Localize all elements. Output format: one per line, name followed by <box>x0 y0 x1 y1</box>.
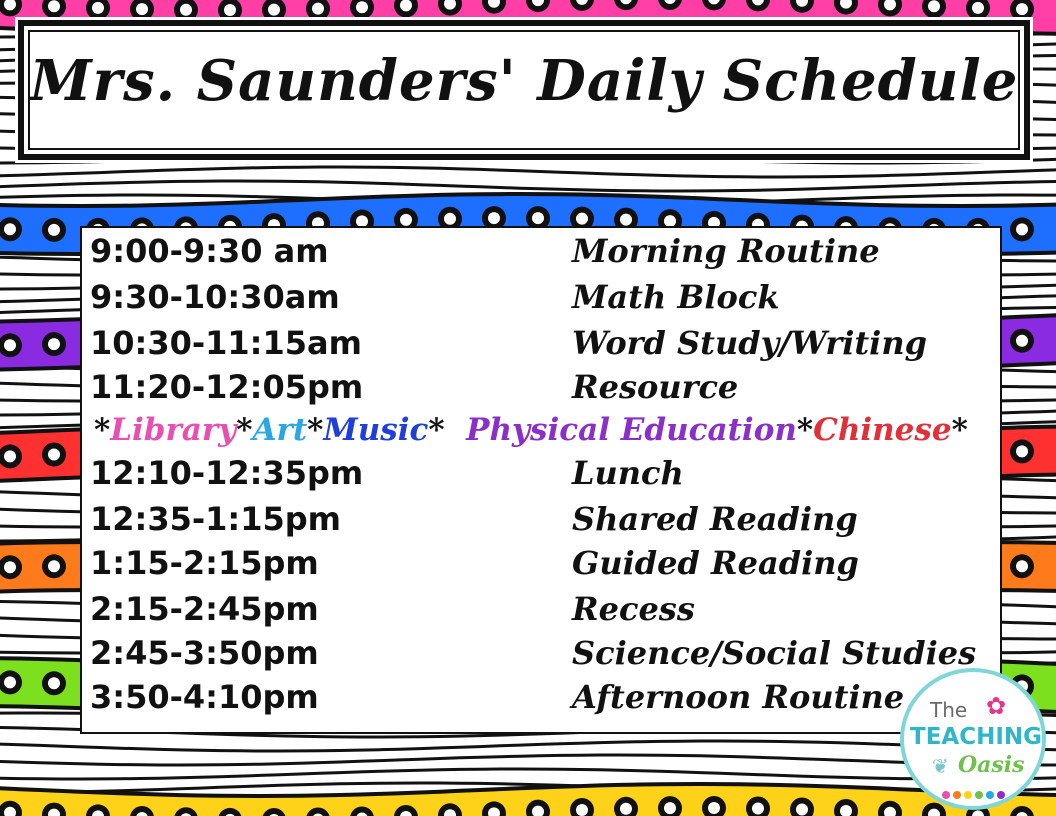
schedule-row-3 <box>82 324 1000 368</box>
band-dot-center <box>1016 335 1028 347</box>
activity-label: Guided Reading <box>572 544 859 582</box>
time-label: 3:50-4:10pm <box>90 678 319 716</box>
band-dot-center <box>4 450 16 462</box>
band-dot-center <box>664 802 676 814</box>
schedule-row-10 <box>82 678 1000 722</box>
logo-teaching-text: TEACHING <box>910 724 1043 750</box>
band-dot-center <box>48 224 60 236</box>
band-dot-center <box>796 804 808 816</box>
teaching-oasis-logo <box>900 668 1046 810</box>
band-dot-center <box>312 3 324 15</box>
logo-oasis-text: Oasis <box>958 752 1025 778</box>
band-dot-center <box>1016 560 1028 572</box>
band-dot-center <box>576 213 588 225</box>
special-art: Art <box>252 412 308 448</box>
band-dot-center <box>532 212 544 224</box>
hibiscus-icon: ✿ <box>986 692 1007 720</box>
band-dot-center <box>4 676 16 688</box>
band-dot-center <box>48 560 60 572</box>
activity-label: Lunch <box>572 454 684 492</box>
star-separator: * <box>94 412 111 448</box>
wavy-line <box>0 181 1056 191</box>
band-dot-center <box>92 2 104 14</box>
schedule-row-2 <box>82 278 1000 322</box>
activity-label: Afternoon Routine <box>572 678 905 716</box>
time-label: 1:15-2:15pm <box>90 544 319 582</box>
logo-dots <box>942 784 1008 803</box>
schedule-row-1 <box>82 232 1000 276</box>
time-label: 2:15-2:45pm <box>90 590 319 628</box>
band-dot-center <box>444 213 456 225</box>
schedule-row-5 <box>82 454 1000 498</box>
special-music: Music <box>323 412 429 448</box>
schedule-panel <box>80 226 1002 734</box>
schedule-row-4 <box>82 368 1000 412</box>
band-dot-center <box>48 449 60 461</box>
star-separator: * <box>307 412 324 448</box>
wavy-line <box>0 167 1056 177</box>
activity-label: Shared Reading <box>572 500 858 538</box>
title-banner <box>18 20 1030 160</box>
activity-label: Math Block <box>572 278 780 316</box>
band-dot-center <box>928 0 940 12</box>
band-dot-center <box>972 2 984 14</box>
star-separator: * <box>951 412 968 448</box>
star-separator: * <box>796 412 814 448</box>
band-dot-center <box>136 3 148 15</box>
band-dot-center <box>1016 223 1028 235</box>
band-dot-center <box>708 802 720 814</box>
band-dot-center <box>576 804 588 816</box>
star-separator: * <box>428 412 445 448</box>
band-dot-center <box>620 803 632 815</box>
specials-line <box>94 412 994 456</box>
wavy-line <box>0 741 1056 751</box>
band-dot-center <box>1016 445 1028 457</box>
special-library: Library <box>110 412 237 448</box>
band-dot-center <box>48 338 60 350</box>
time-label: 2:45-3:50pm <box>90 634 319 672</box>
time-label: 9:30-10:30am <box>90 278 340 316</box>
activity-label: Morning Routine <box>572 232 880 270</box>
time-label: 11:20-12:05pm <box>90 368 364 406</box>
band-dot-center <box>4 561 16 573</box>
band-dot-center <box>4 339 16 351</box>
band-dot-center <box>180 4 192 16</box>
activity-label: Recess <box>572 590 695 628</box>
band-dot-center <box>620 214 632 226</box>
band-dot-center <box>48 0 60 12</box>
band-dot-center <box>4 223 16 235</box>
activity-label: Word Study/Writing <box>572 324 927 362</box>
shell-icon: ❦ <box>932 754 949 778</box>
schedule-row-8 <box>82 590 1000 634</box>
band-dot-center <box>268 4 280 16</box>
star-separator: * <box>236 412 253 448</box>
special-chinese: Chinese <box>813 412 952 448</box>
time-label: 12:35-1:15pm <box>90 500 341 538</box>
schedule-row-7 <box>82 544 1000 588</box>
wavy-line <box>0 769 1056 779</box>
schedule-row-6 <box>82 500 1000 544</box>
time-label: 12:10-12:35pm <box>90 454 364 492</box>
activity-label: Science/Social Studies <box>572 634 977 672</box>
activity-label: Resource <box>572 368 739 406</box>
time-label: 10:30-11:15am <box>90 324 362 362</box>
band-dot-center <box>488 212 500 224</box>
band-dot-center <box>48 677 60 689</box>
band-dot-center <box>752 803 764 815</box>
special-physical-education: Physical Education <box>466 412 797 448</box>
band-dot-center <box>1016 3 1028 15</box>
logo-the-text: The <box>930 698 968 722</box>
schedule-row-9 <box>82 634 1000 678</box>
wavy-line <box>0 755 1056 765</box>
band-dot-center <box>400 214 412 226</box>
page-title: Mrs. Saunders' Daily Schedule <box>29 48 1019 114</box>
band-dot-center <box>224 4 236 16</box>
time-label: 9:00-9:30 am <box>90 232 329 270</box>
band-dot-center <box>356 1 368 13</box>
